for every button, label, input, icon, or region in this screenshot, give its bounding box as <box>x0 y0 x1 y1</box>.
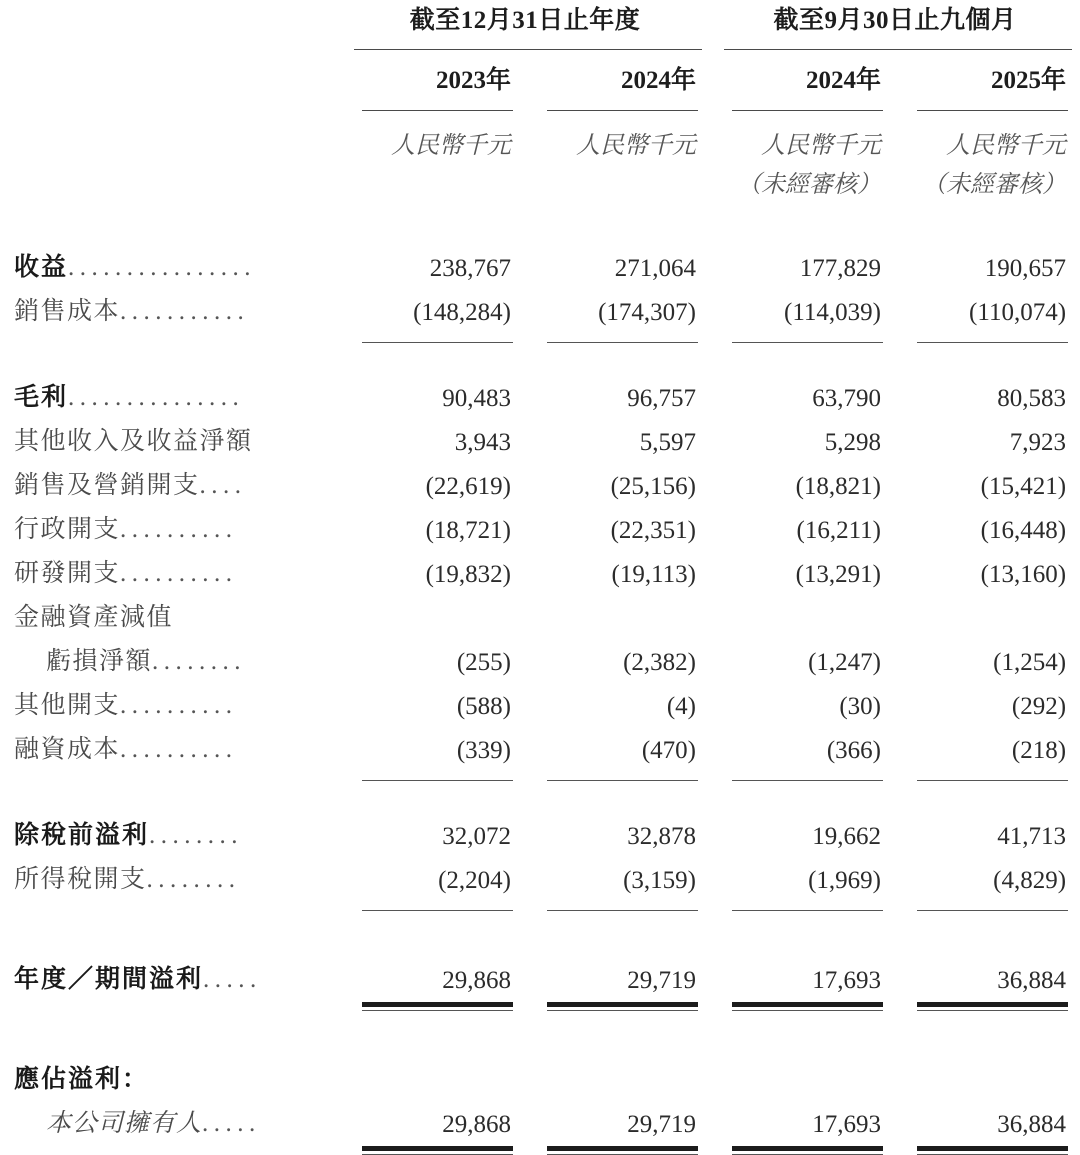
dot-leader: .... <box>199 472 247 499</box>
group-rule-row <box>0 40 1080 50</box>
table-unit-note-row <box>0 160 1080 199</box>
label-text: 研發開支 <box>14 560 121 587</box>
subtotal-rule-row <box>0 769 1080 781</box>
table-row <box>0 637 1080 681</box>
spacer-row <box>0 781 1080 811</box>
group-rule-annual <box>340 40 710 50</box>
cell-cost-of-sales-0: (148,284) <box>413 299 511 326</box>
cell-other-expenses-3: (292) <box>1011 693 1067 720</box>
table-row <box>0 505 1080 549</box>
unit-note-1 <box>525 160 710 199</box>
subtotal-rule <box>710 769 895 781</box>
subtotal-rule <box>525 899 710 911</box>
cell-admin-1: (22,351) <box>610 517 697 544</box>
label-text: 銷售及營銷開支 <box>14 472 200 499</box>
double-rule <box>340 999 525 1011</box>
row-label-profit-for-period <box>0 955 340 999</box>
cell-selling-marketing-1: (25,156) <box>610 473 697 500</box>
unit-note-3: （未經審核） <box>922 172 1067 198</box>
cell-owners-0: 29,868 <box>442 1111 511 1138</box>
table-row <box>0 417 1080 461</box>
cell-income-tax-2: (1,969) <box>808 867 882 894</box>
table-year-header-row <box>0 50 1080 101</box>
label-text: 應佔溢利： <box>14 1066 150 1093</box>
cell-rnd-3: (13,160) <box>980 561 1067 588</box>
cell-profit-before-tax-3: 41,713 <box>997 823 1067 850</box>
double-rule <box>710 1143 895 1155</box>
cell-finance-costs-1: (470) <box>641 737 697 764</box>
spacer-cell <box>0 0 340 40</box>
cell-revenue-3: 190,657 <box>984 255 1067 282</box>
row-label-selling-marketing <box>0 461 340 505</box>
label-text: 其他收入及收益淨額 <box>14 428 253 455</box>
cell-impairment-1: (2,382) <box>623 649 697 676</box>
cell-owners-1: 29,719 <box>627 1111 697 1138</box>
unit-label-2: 人民幣千元 <box>761 133 882 159</box>
cell-other-expenses-1: (4) <box>666 693 697 720</box>
double-rule <box>895 999 1080 1011</box>
year-rule-0 <box>340 101 525 111</box>
cell-profit-before-tax-0: 32,072 <box>442 823 511 850</box>
cell-income-tax-3: (4,829) <box>993 867 1067 894</box>
row-label-other-expenses <box>0 681 340 725</box>
row-label-gross-profit <box>0 373 340 417</box>
table-unit-row <box>0 111 1080 160</box>
cell-attributable-heading-3 <box>895 1055 1080 1099</box>
label-text: 虧損淨額 <box>46 648 153 675</box>
total-rule-row <box>0 999 1080 1011</box>
cell-owners-2: 17,693 <box>812 1111 882 1138</box>
year-rule-2 <box>710 101 895 111</box>
subtotal-rule <box>340 899 525 911</box>
cell-revenue-1: 271,064 <box>614 255 697 282</box>
cell-impairment-line1-3 <box>895 593 1080 637</box>
spacer-row <box>0 343 1080 373</box>
table-row <box>0 461 1080 505</box>
cell-cost-of-sales-3: (110,074) <box>969 299 1067 326</box>
subtotal-rule <box>710 331 895 343</box>
dot-leader: ........ <box>149 822 244 849</box>
dot-leader: ................ <box>68 254 257 281</box>
unit-note-2: （未經審核） <box>737 172 882 198</box>
subtotal-rule <box>895 331 1080 343</box>
table-row <box>0 593 1080 637</box>
cell-impairment-line1-1 <box>525 593 710 637</box>
row-label-owners-of-company <box>0 1099 340 1143</box>
year-header-1: 2024年 <box>621 67 697 94</box>
subtotal-rule <box>340 769 525 781</box>
row-label-rnd <box>0 549 340 593</box>
cell-profit-for-period-2: 17,693 <box>812 967 882 994</box>
cell-impairment-0: (255) <box>456 649 511 676</box>
table-row <box>0 811 1080 855</box>
row-label-impairment-line1 <box>0 593 340 637</box>
table-row <box>0 243 1080 287</box>
subtotal-rule <box>895 899 1080 911</box>
unit-label-1: 人民幣千元 <box>576 133 697 159</box>
label-text: 年度／期間溢利 <box>14 966 204 993</box>
double-rule <box>340 1143 525 1155</box>
dot-leader: .......... <box>120 692 238 719</box>
cell-selling-marketing-0: (22,619) <box>425 473 511 500</box>
cell-other-expenses-2: (30) <box>839 693 882 720</box>
cell-gross-profit-0: 90,483 <box>442 385 511 412</box>
double-rule <box>525 1143 710 1155</box>
double-rule <box>895 1143 1080 1155</box>
table-row <box>0 549 1080 593</box>
label-text: 本公司擁有人 <box>46 1110 203 1137</box>
label-text: 收益 <box>14 254 69 281</box>
spacer-row <box>0 1011 1080 1055</box>
cell-other-income-3: 7,923 <box>1009 429 1067 456</box>
subtotal-rule-row <box>0 899 1080 911</box>
cell-profit-for-period-0: 29,868 <box>442 967 511 994</box>
dot-leader: ............... <box>68 384 245 411</box>
label-text: 銷售成本 <box>14 298 121 325</box>
total-rule-row <box>0 1143 1080 1155</box>
table-group-header-row <box>0 0 1080 40</box>
cell-cost-of-sales-1: (174,307) <box>598 299 697 326</box>
cell-rnd-1: (19,113) <box>611 561 697 588</box>
group-rule-nine-month <box>710 40 1080 50</box>
spacer-row <box>0 911 1080 955</box>
cell-impairment-3: (1,254) <box>993 649 1067 676</box>
unit-label-3: 人民幣千元 <box>946 133 1067 159</box>
cell-profit-before-tax-2: 19,662 <box>812 823 882 850</box>
dot-leader: ........ <box>146 866 241 893</box>
label-text: 其他開支 <box>14 692 121 719</box>
dot-leader: ........... <box>120 298 250 325</box>
row-label-revenue <box>0 243 340 287</box>
cell-finance-costs-0: (339) <box>456 737 511 764</box>
row-label-other-income <box>0 417 340 461</box>
table-row <box>0 1055 1080 1099</box>
table-row <box>0 855 1080 899</box>
row-label-income-tax <box>0 855 340 899</box>
cell-rnd-2: (13,291) <box>795 561 882 588</box>
subtotal-rule <box>525 331 710 343</box>
cell-other-income-2: 5,298 <box>824 429 882 456</box>
dot-leader: .......... <box>120 560 238 587</box>
cell-other-income-1: 5,597 <box>639 429 697 456</box>
cell-gross-profit-2: 63,790 <box>812 385 882 412</box>
cell-attributable-heading-1 <box>525 1055 710 1099</box>
table-row <box>0 1099 1080 1143</box>
row-label-attributable-heading <box>0 1055 340 1099</box>
subtotal-rule <box>340 331 525 343</box>
label-text: 所得稅開支 <box>14 866 147 893</box>
cell-admin-0: (18,721) <box>425 517 511 544</box>
table-row <box>0 725 1080 769</box>
label-text: 金融資產減值 <box>14 604 174 631</box>
cell-admin-2: (16,211) <box>796 517 882 544</box>
year-header-0: 2023年 <box>435 67 511 94</box>
dot-leader: .......... <box>120 736 238 763</box>
subtotal-rule <box>710 899 895 911</box>
subtotal-rule <box>525 769 710 781</box>
cell-finance-costs-3: (218) <box>1011 737 1067 764</box>
cell-profit-for-period-1: 29,719 <box>627 967 697 994</box>
double-rule <box>710 999 895 1011</box>
cell-gross-profit-1: 96,757 <box>627 385 697 412</box>
year-rule-1 <box>525 101 710 111</box>
cell-cost-of-sales-2: (114,039) <box>784 299 882 326</box>
unit-label-0: 人民幣千元 <box>391 133 511 159</box>
cell-impairment-2: (1,247) <box>808 649 882 676</box>
cell-owners-3: 36,884 <box>997 1111 1067 1138</box>
group-header-annual: 截至12月31日止年度 <box>409 7 641 34</box>
label-text: 除稅前溢利 <box>14 822 150 849</box>
row-label-impairment-loss-net <box>0 637 340 681</box>
cell-profit-for-period-3: 36,884 <box>997 967 1067 994</box>
year-header-3: 2025年 <box>991 67 1067 94</box>
dot-leader: ........ <box>152 648 247 675</box>
table-row <box>0 287 1080 331</box>
cell-other-income-0: 3,943 <box>454 429 511 456</box>
subtotal-rule-row <box>0 331 1080 343</box>
table-row <box>0 955 1080 999</box>
row-label-profit-before-tax <box>0 811 340 855</box>
dot-leader: .......... <box>120 516 238 543</box>
year-rule-3 <box>895 101 1080 111</box>
cell-other-expenses-0: (588) <box>456 693 511 720</box>
year-header-2: 2024年 <box>806 67 882 94</box>
table-row <box>0 681 1080 725</box>
cell-finance-costs-2: (366) <box>826 737 882 764</box>
double-rule <box>525 999 710 1011</box>
cell-revenue-2: 177,829 <box>799 255 882 282</box>
cell-selling-marketing-2: (18,821) <box>795 473 882 500</box>
year-rule-row <box>0 101 1080 111</box>
row-label-cost-of-sales <box>0 287 340 331</box>
unit-note-0 <box>340 160 525 199</box>
cell-selling-marketing-3: (15,421) <box>980 473 1067 500</box>
label-text: 行政開支 <box>14 516 121 543</box>
cell-rnd-0: (19,832) <box>425 561 511 588</box>
dot-leader: ..... <box>202 1110 261 1137</box>
cell-attributable-heading-0 <box>340 1055 525 1099</box>
cell-attributable-heading-2 <box>710 1055 895 1099</box>
dot-leader: ..... <box>203 966 262 993</box>
cell-profit-before-tax-1: 32,878 <box>627 823 697 850</box>
group-header-nine-month: 截至9月30日止九個月 <box>773 7 1017 34</box>
cell-revenue-0: 238,767 <box>429 255 511 282</box>
spacer-row <box>0 199 1080 243</box>
subtotal-rule <box>895 769 1080 781</box>
label-text: 融資成本 <box>14 736 121 763</box>
cell-impairment-line1-2 <box>710 593 895 637</box>
cell-income-tax-1: (3,159) <box>623 867 697 894</box>
cell-income-tax-0: (2,204) <box>438 867 511 894</box>
cell-gross-profit-3: 80,583 <box>997 385 1067 412</box>
table-row <box>0 373 1080 417</box>
row-label-admin <box>0 505 340 549</box>
label-text: 毛利 <box>14 384 69 411</box>
row-label-finance-costs <box>0 725 340 769</box>
cell-admin-3: (16,448) <box>980 517 1067 544</box>
cell-impairment-line1-0 <box>340 593 525 637</box>
